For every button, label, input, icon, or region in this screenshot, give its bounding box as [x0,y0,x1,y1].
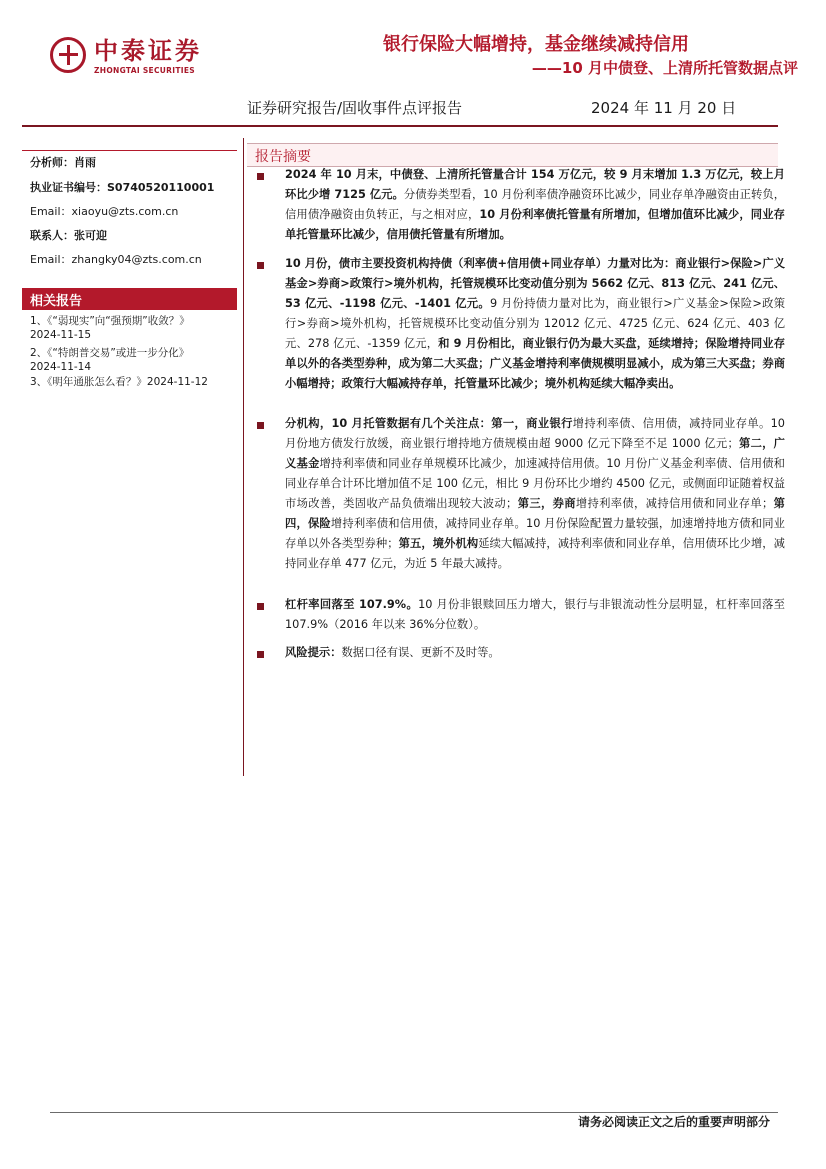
text-run: 增持利率债，减持信用债和同业存单； [575,497,774,510]
text-run: 数据口径有误、更新不及时等。 [341,646,500,659]
contact-line: 联系人：张可迎 [30,229,107,242]
report-title: 银行保险大幅增持，基金继续减持信用 [383,34,689,55]
related-report-3[interactable]: 3、《明年通胀怎么看？》2024-11-12 [30,376,208,388]
related-report-2-date: 2024-11-14 [30,361,92,373]
brand-name-en: ZHONGTAI SECURITIES [94,66,195,75]
text-run: 延续大幅减持，减持利率债和同业存单，信用债环比少增，减持同业存单 477 亿元，为近 5 年最大减持。 [285,537,785,570]
text-run: 10 月份利率债托管量有所增加，但增加值环比减少，同业存单托管量环比减少，信用债托管量有所增加。 [285,208,785,241]
summary-paragraph-4 [285,595,785,635]
text-run: 分债券类型看，10 月份利率债净融资环比减少，同业存单净融资由正转负，信用债净融资由负转正，与之相对应， [285,188,785,221]
column-divider [243,138,244,776]
text-run: 10 月份，债市主要投资机构持债（利率债+信用债+同业存单）力量对比为：商业银行>保险>广义基金>券商>政策行>境外机构，托管规模环比变动值分别为 5662 亿元、813 亿元、241 亿元、53 亿元、-1198 亿元、-1401 亿元。 [285,257,785,310]
report-subtitle: ——10 月中债登、上清所托管数据点评 [531,59,798,77]
related-report-1-date: 2024-11-15 [30,329,92,341]
bullet-icon [257,651,264,658]
analyst-line: 分析师：肖雨 [30,156,96,169]
email-link-2[interactable]: zhangky04@zts.com.cn [71,253,202,266]
summary-paragraph-2 [285,254,785,394]
bullet-icon [257,603,264,610]
text-run: 第四，保险 [285,497,785,530]
text-run: 分机构，10 月托管数据有几个关注点：第一，商业银行 [285,417,573,430]
text-run: 10 月份非银赎回压力增大，银行与非银流动性分层明显，杠杆率回落至 107.9%（2016 年以来 36%分位数）。 [285,598,785,631]
report-date: 2024 年 11 月 20 日 [591,99,737,117]
logo-emblem-icon [50,37,86,73]
email-line-2: Email：zhangky04@zts.com.cn [30,253,202,266]
text-run: 第二，广义基金 [285,437,785,470]
summary-tab-bar [247,143,778,167]
email-line-1: Email：xiaoyu@zts.com.cn [30,205,179,218]
text-run: 和 9 月份相比，商业银行仍为最大买盘，延续增持；保险增持同业存单以外的各类型券种，成为第二大买盘；广义基金增持利率债规模明显减小，成为第三大买盘；券商小幅增持；政策行大幅减持存单，托管量环比减少；境外机构延续大幅净卖出。 [285,337,785,390]
text-run: 第五，境外机构 [398,537,479,550]
summary-paragraph-5 [285,643,785,663]
text-run: 杠杆率回落至 107.9%。 [285,598,419,611]
header-divider [22,125,778,127]
related-report-1[interactable]: 1、《“弱现实”向“强预期”收敛？》 [30,315,190,327]
report-type: 证券研究报告/固收事件点评报告 [247,99,463,117]
text-run: 增持利率债、信用债，减持同业存单。10 月份地方债发行放缓，商业银行增持地方债规模由超 9000 亿元下降至不足 1000 亿元； [285,417,785,450]
text-run: 风险提示： [285,646,342,659]
email-link-1[interactable]: xiaoyu@zts.com.cn [71,205,179,218]
text-run: 第三，券商 [517,497,576,510]
summary-paragraph-3 [285,414,785,574]
sidebar-divider [22,150,237,151]
summary-tab-label: 报告摘要 [255,149,311,165]
related-report-2[interactable]: 2、《“特朗普交易”或进一步分化》 [30,347,190,359]
text-run: 增持利率债和同业存单规模环比减少，加速减持信用债。10 月份广义基金利率债、信用债和同业存单合计环比增加值不足 100 亿元，相比 9 月份环比少增约 4500 亿元，或侧面印证随着权益市场改善，类固收产品负债端出现较大波动； [285,457,785,510]
bullet-icon [257,262,264,269]
brand-name: 中泰证券 [94,37,202,65]
summary-paragraph-1 [285,165,785,245]
text-run: 9 月份持债力量对比为，商业银行>广义基金>保险>政策行>券商>境外机构，托管规模环比变动值分别为 12012 亿元、4725 亿元、624 亿元、403 亿元、278 亿元、-1359 亿元， [285,297,785,350]
text-run: 2024 年 10 月末，中债登、上清所托管量合计 154 万亿元，较 9 月末增加 1.3 万亿元，较上月环比少增 7125 亿元。 [285,168,785,201]
bullet-icon [257,422,264,429]
related-reports-title: 相关报告 [30,294,83,309]
text-run: 增持利率债和信用债，减持同业存单。10 月份保险配置力量较强，加速增持地方债和同业存单以外各类型券种； [285,517,785,550]
cert-line: 执业证书编号：S0740520110001 [30,181,215,194]
footer-disclaimer: 请务必阅读正文之后的重要声明部分 [577,1115,770,1129]
bullet-icon [257,173,264,180]
